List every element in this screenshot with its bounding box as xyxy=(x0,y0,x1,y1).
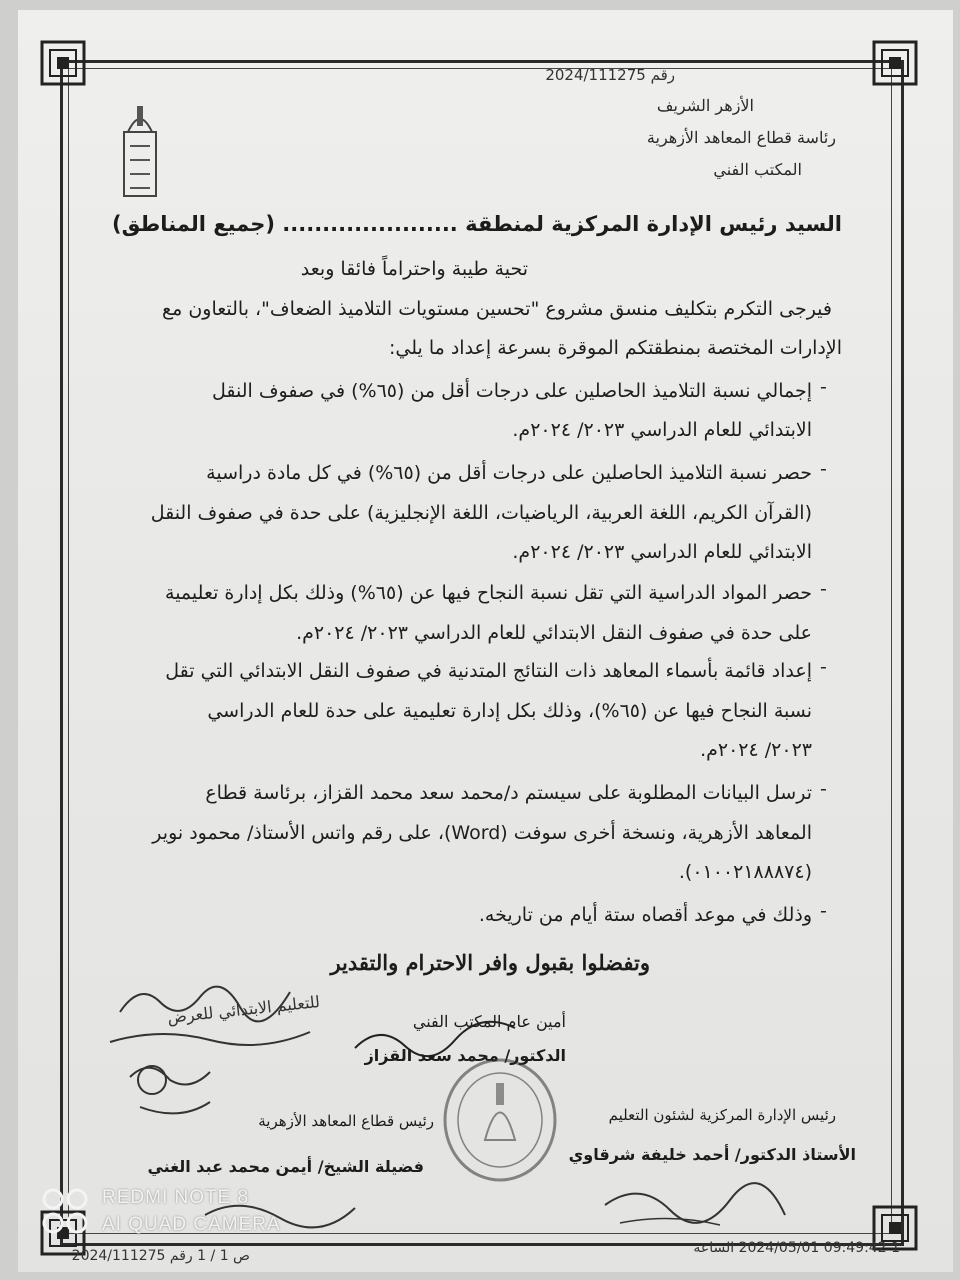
org-sector: رئاسة قطاع المعاهد الأزهرية xyxy=(646,128,836,147)
azhar-emblem-icon xyxy=(120,102,160,200)
list-item-line: وذلك في موعد أقصاه ستة أيام من تاريخه. xyxy=(478,904,812,926)
corner-ornament-icon xyxy=(872,40,918,86)
handwritten-note: للتعليم الابتدائي للعرض xyxy=(166,992,321,1027)
signature-title: رئيس قطاع المعاهد الأزهرية xyxy=(258,1112,434,1130)
intro-line: الإدارات المختصة بمنطقتكم الموقرة بسرعة إعداد ما يلي: xyxy=(388,337,842,359)
list-item-line: (٠١٠٠٢١٨٨٨٧٤). xyxy=(678,861,812,883)
list-item-line: الابتدائي للعام الدراسي ٢٠٢٣/ ٢٠٢٤م. xyxy=(512,541,812,563)
list-item-line: حصر نسبة التلاميذ الحاصلين على درجات أقل من (٦٥%) في كل مادة دراسية xyxy=(206,462,812,484)
bullet-dash: - xyxy=(820,900,827,922)
timestamp: 1 09:49:42 2024/05/01 الساعة xyxy=(693,1240,900,1256)
bullet-dash: - xyxy=(820,778,827,800)
bullet-dash: - xyxy=(820,376,827,398)
list-item-line: المعاهد الأزهرية، ونسخة أخرى سوفت (Word)، على رقم واتس الأستاذ/ محمود نوير xyxy=(152,822,812,844)
list-item-line: الابتدائي للعام الدراسي ٢٠٢٣/ ٢٠٢٤م. xyxy=(512,419,812,441)
list-item-line: إجمالي نسبة التلاميذ الحاصلين على درجات أقل من (٦٥%) في صفوف النقل xyxy=(212,380,812,402)
signature-name: الدكتور/ محمد سعد القزاز xyxy=(364,1046,566,1065)
list-item-line: على حدة في صفوف النقل الابتدائي للعام الدراسي ٢٠٢٣/ ٢٠٢٤م. xyxy=(296,622,812,644)
list-item-line: نسبة النجاح فيها عن (٦٥%)، وذلك بكل إدارة تعليمية على حدة للعام الدراسي xyxy=(207,700,812,722)
org-name: الأزهر الشريف xyxy=(656,96,754,115)
greeting: تحية طيبة واحتراماً فائقا وبعد xyxy=(300,258,528,280)
bullet-dash: - xyxy=(820,656,827,678)
signature-name: فضيلة الشيخ/ أيمن محمد عبد الغني xyxy=(147,1157,424,1176)
list-item-line: إعداد قائمة بأسماء المعاهد ذات النتائج المتدنية في صفوف النقل الابتدائي التي تقل xyxy=(165,660,812,682)
closing-line: وتفضلوا بقبول وافر الاحترام والتقدير xyxy=(330,950,650,975)
list-item-line: (القرآن الكريم، اللغة العربية، الرياضيات، اللغة الإنجليزية) على حدة في صفوف النقل xyxy=(150,502,812,524)
corner-ornament-icon xyxy=(40,40,86,86)
reference-number: رقم 2024/111275 xyxy=(545,66,675,84)
signature-scribble xyxy=(600,1175,790,1230)
intro-line: فيرجى التكرم بتكليف منسق مشروع "تحسين مستويات التلاميذ الضعاف"، بالتعاون مع xyxy=(162,298,832,320)
official-stamp-icon xyxy=(440,1055,560,1185)
signature-title: أمين عام المكتب الفني xyxy=(412,1012,566,1031)
addressee-region: (جميع المناطق) xyxy=(112,212,275,236)
watermark-model: REDMI NOTE 8 xyxy=(102,1187,250,1208)
signature-title: رئيس الإدارة المركزية لشئون التعليم xyxy=(608,1106,836,1124)
list-item-line: حصر المواد الدراسية التي تقل نسبة النجاح فيها عن (٦٥%) وذلك بكل إدارة تعليمية xyxy=(165,582,812,604)
bullet-dash: - xyxy=(820,458,827,480)
bullet-dash: - xyxy=(820,578,827,600)
watermark-camera: AI QUAD CAMERA xyxy=(102,1214,281,1235)
list-item-line: ٢٠٢٣/ ٢٠٢٤م. xyxy=(700,739,812,761)
addressee-prefix: السيد رئيس الإدارة المركزية لمنطقة ...................... xyxy=(282,212,842,236)
addressee-line xyxy=(112,212,842,236)
camera-lens-icon xyxy=(40,1186,90,1236)
camera-watermark xyxy=(102,1184,281,1238)
page-reference: ص 1 / 1 رقم 2024/111275 xyxy=(71,1248,250,1264)
signature-name: الأستاذ الدكتور/ أحمد خليفة شرقاوي xyxy=(568,1145,856,1164)
org-department: المكتب الفني xyxy=(713,160,802,179)
list-item-line: ترسل البيانات المطلوبة على سيستم د/محمد سعد محمد القزاز، برئاسة قطاع xyxy=(205,782,812,804)
